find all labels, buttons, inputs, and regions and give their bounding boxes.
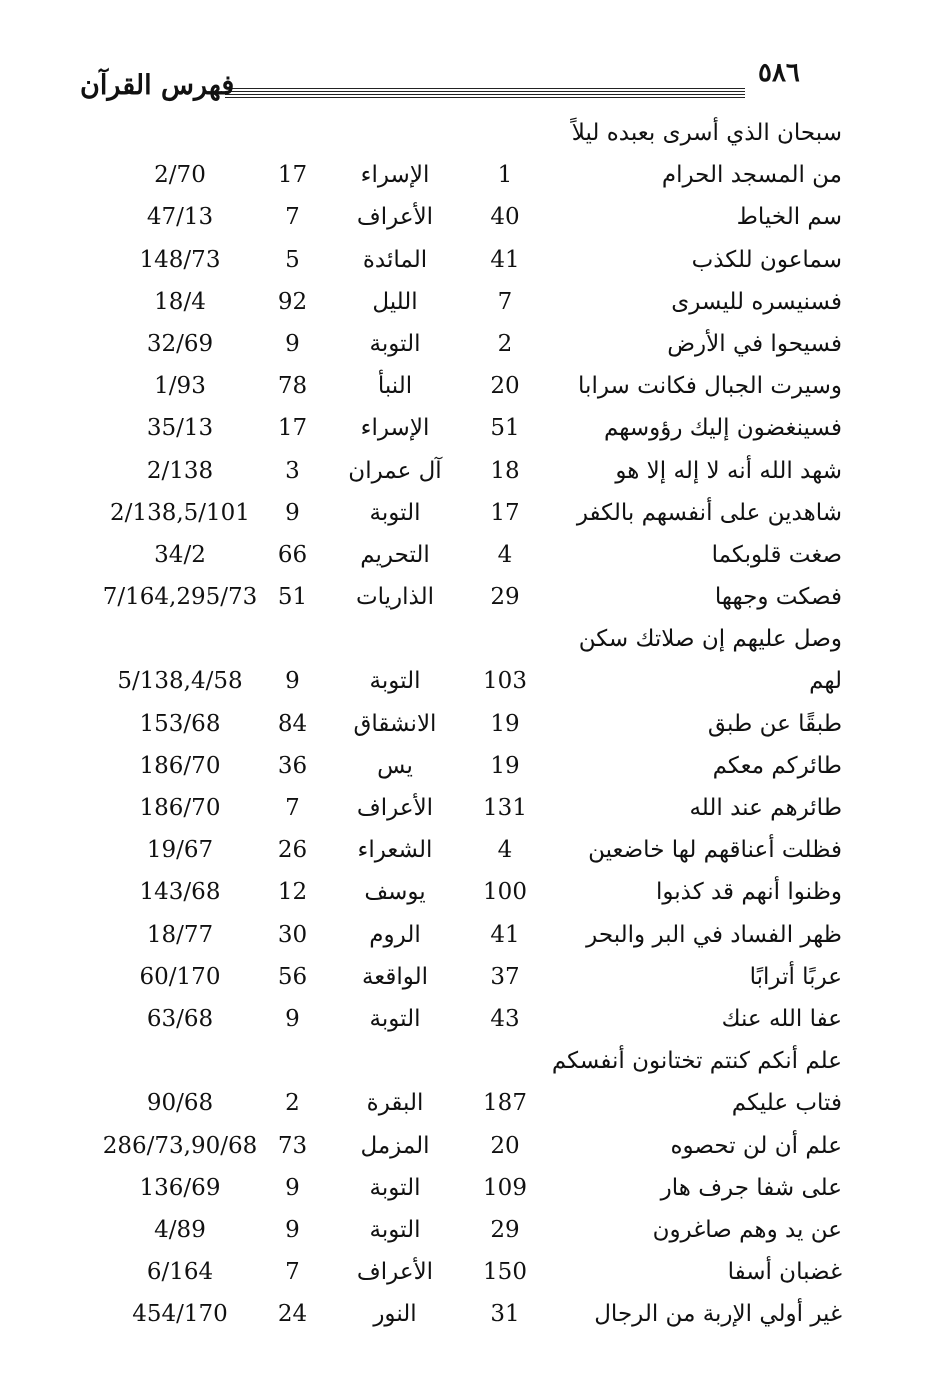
table-row — [0, 745, 950, 787]
reference-cell: 153/68 — [139, 710, 221, 737]
reference-cell: 18/77 — [146, 921, 214, 948]
phrase-cell: سماعون للكذب — [691, 246, 842, 273]
ayah-number-cell: 29 — [490, 1216, 520, 1243]
surah-number-cell: 7 — [285, 204, 300, 231]
reference-cell: 34/2 — [154, 541, 206, 568]
phrase-cell: طبقًا عن طبق — [707, 710, 842, 737]
phrase-cell: من المسجد الحرام — [661, 162, 842, 189]
surah-name-cell: الإسراء — [360, 162, 430, 189]
reference-cell: 136/69 — [139, 1174, 221, 1201]
surah-number-cell: 12 — [277, 879, 308, 906]
table-row — [0, 703, 950, 745]
reference-cell: 18/4 — [154, 288, 206, 315]
surah-number-cell: 9 — [285, 1216, 300, 1243]
table-row — [0, 1082, 950, 1124]
surah-name-cell: البقرة — [366, 1090, 424, 1117]
table-row — [0, 239, 950, 281]
table-row — [0, 1125, 950, 1167]
ayah-number-cell: 37 — [490, 963, 520, 990]
surah-name-cell — [335, 112, 455, 154]
reference-cell: 454/170 — [132, 1301, 228, 1328]
surah-name-cell: التوبة — [369, 668, 421, 695]
phrase-cell: غير أولي الإربة من الرجال — [594, 1301, 842, 1328]
surah-name-cell: الواقعة — [361, 963, 429, 990]
ayah-number-cell: 41 — [490, 246, 520, 273]
surah-number-cell: 9 — [285, 1005, 300, 1032]
ayah-number-cell: 150 — [483, 1259, 527, 1286]
ayah-number-cell: 43 — [490, 1005, 520, 1032]
surah-name-cell: التوبة — [369, 330, 421, 357]
reference-cell: 143/68 — [139, 879, 221, 906]
ayah-number-cell: 2 — [497, 330, 513, 357]
ayah-number-cell: 187 — [483, 1090, 527, 1117]
ayah-number-cell — [450, 618, 560, 660]
phrase-cell: علم أن لن تحصوه — [670, 1132, 842, 1159]
table-row — [0, 323, 950, 365]
surah-name-cell — [335, 1040, 455, 1082]
phrase-cell: شاهدين على أنفسهم بالكفر — [576, 499, 842, 526]
surah-name-cell: يس — [377, 752, 413, 779]
phrase-cell: عفا الله عنك — [721, 1005, 842, 1032]
ayah-number-cell: 131 — [483, 795, 527, 821]
table-row — [0, 956, 950, 998]
reference-cell: 60/170 — [139, 963, 221, 990]
ayah-number-cell: 4 — [497, 541, 513, 568]
ayah-number-cell: 7 — [497, 288, 513, 315]
surah-number-cell: 56 — [277, 963, 308, 990]
phrase-cell: وصل عليهم إن صلاتك سكن — [578, 626, 842, 653]
table-row — [0, 1209, 950, 1251]
surah-name-cell: النبأ — [377, 373, 413, 400]
surah-name-cell: الشعراء — [357, 837, 433, 864]
phrase-cell: وظنوا أنهم قد كذبوا — [655, 879, 842, 906]
reference-cell: 35/13 — [146, 415, 214, 442]
reference-cell — [60, 112, 300, 154]
ayah-number-cell — [450, 112, 560, 154]
phrase-cell: سم الخياط — [736, 204, 842, 231]
reference-cell: 2/70 — [154, 162, 206, 189]
table-row — [0, 660, 950, 702]
ayah-number-cell: 109 — [483, 1174, 527, 1201]
surah-name-cell: النور — [373, 1301, 417, 1328]
phrase-cell: صغت قلوبكما — [711, 541, 842, 568]
table-row — [0, 281, 950, 323]
surah-number-cell: 9 — [285, 1174, 300, 1201]
phrase-cell: غضبان أسفا — [727, 1259, 842, 1286]
surah-number-cell: 5 — [285, 246, 300, 273]
surah-name-cell: يوسف — [364, 879, 426, 906]
table-row — [0, 1251, 950, 1293]
surah-number-cell: 66 — [277, 541, 308, 568]
phrase-cell: فصكت وجهها — [714, 584, 842, 611]
table-row — [0, 196, 950, 238]
surah-name-cell: الانشقاق — [353, 710, 437, 737]
surah-name-cell: التوبة — [369, 1174, 421, 1201]
header-rule — [225, 88, 745, 100]
reference-cell: 148/73 — [139, 246, 221, 273]
reference-cell: 32/69 — [146, 330, 214, 357]
phrase-cell: لهم — [809, 668, 842, 695]
phrase-cell: عن يد وهم صاغرون — [652, 1216, 842, 1243]
reference-cell: 2/138 — [146, 457, 214, 484]
reference-cell — [60, 618, 300, 660]
ayah-number-cell: 18 — [490, 457, 520, 484]
phrase-cell: سبحان الذي أسرى بعبده ليلاً — [571, 120, 842, 146]
surah-name-cell: الأعراف — [356, 1259, 434, 1286]
ayah-number-cell: 20 — [490, 1132, 520, 1159]
surah-number-cell: 9 — [285, 330, 300, 357]
reference-cell: 63/68 — [146, 1005, 214, 1032]
table-row — [0, 450, 950, 492]
surah-name-cell: الأعراف — [356, 204, 434, 231]
reference-cell — [60, 1040, 300, 1082]
page-title: فهرس القرآن — [80, 70, 235, 101]
reference-cell: 19/67 — [146, 837, 214, 864]
reference-cell: 7/164,295/73 — [102, 584, 258, 611]
surah-name-cell: التوبة — [369, 499, 421, 526]
reference-cell: 186/70 — [139, 795, 221, 821]
surah-number-cell: 7 — [285, 795, 300, 821]
surah-number-cell: 17 — [277, 162, 308, 189]
phrase-cell: فسيحوا في الأرض — [667, 330, 842, 357]
surah-number-cell: 36 — [277, 752, 308, 779]
ayah-number-cell: 20 — [490, 373, 520, 400]
table-row — [0, 365, 950, 407]
ayah-number-cell: 100 — [483, 879, 527, 906]
table-row — [0, 492, 950, 534]
phrase-cell: شهد الله أنه لا إله إلا هو — [615, 457, 842, 484]
surah-number-cell: 7 — [285, 1259, 300, 1286]
surah-number-cell: 24 — [277, 1301, 308, 1328]
table-row — [0, 154, 950, 196]
surah-number-cell: 84 — [277, 710, 308, 737]
reference-cell: 4/89 — [154, 1216, 206, 1243]
table-row — [0, 871, 950, 913]
surah-number-cell: 17 — [277, 415, 308, 442]
surah-name-cell: الأعراف — [356, 795, 434, 821]
surah-name-cell: الروم — [369, 921, 421, 948]
reference-cell: 186/70 — [139, 752, 221, 779]
ayah-number-cell: 19 — [490, 710, 520, 737]
surah-name-cell: التوبة — [369, 1005, 421, 1032]
surah-number-cell: 9 — [285, 499, 300, 526]
reference-cell: 90/68 — [146, 1090, 214, 1117]
reference-cell: 47/13 — [146, 204, 214, 231]
ayah-number-cell: 41 — [490, 921, 520, 948]
table-row — [0, 1293, 950, 1335]
phrase-cell: طائركم معكم — [712, 752, 842, 779]
surah-name-cell: التوبة — [369, 1216, 421, 1243]
phrase-cell: فسينغضون إليك رؤوسهم — [603, 415, 842, 442]
surah-number-cell: 51 — [277, 584, 308, 611]
phrase-cell: فظلت أعناقهم لها خاضعين — [588, 837, 842, 864]
surah-number-cell: 3 — [285, 457, 300, 484]
phrase-cell: ظهر الفساد في البر والبحر — [586, 921, 842, 948]
reference-cell: 6/164 — [146, 1259, 214, 1286]
surah-name-cell: الذاريات — [355, 584, 435, 611]
surah-name-cell — [335, 618, 455, 660]
phrase-cell: فسنيسره لليسرى — [671, 288, 842, 315]
table-row — [0, 407, 950, 449]
surah-name-cell: التحريم — [360, 541, 430, 568]
surah-name-cell: آل عمران — [348, 457, 442, 484]
surah-number-cell: 78 — [277, 373, 308, 400]
index-table — [0, 112, 950, 1335]
phrase-cell: على شفا جرف هار — [660, 1174, 842, 1201]
table-row — [0, 787, 950, 829]
phrase-cell: علم أنكم كنتم تختانون أنفسكم — [551, 1048, 842, 1075]
reference-cell: 2/138,5/101 — [110, 499, 250, 526]
surah-number-cell: 2 — [285, 1090, 300, 1117]
surah-number-cell: 30 — [277, 921, 308, 948]
reference-cell: 286/73,90/68 — [102, 1132, 258, 1159]
table-row — [0, 1040, 950, 1082]
table-row — [0, 534, 950, 576]
ayah-number-cell: 40 — [490, 204, 520, 231]
surah-number-cell: 73 — [277, 1132, 308, 1159]
ayah-number-cell — [450, 1040, 560, 1082]
table-row — [0, 112, 950, 154]
phrase-cell: فتاب عليكم — [731, 1090, 842, 1117]
ayah-number-cell: 1 — [497, 162, 513, 189]
surah-number-cell: 92 — [277, 288, 308, 315]
surah-name-cell: الإسراء — [360, 415, 430, 442]
ayah-number-cell: 17 — [490, 499, 520, 526]
ayah-number-cell: 19 — [490, 752, 520, 779]
ayah-number-cell: 31 — [490, 1301, 520, 1328]
surah-name-cell: الليل — [372, 288, 418, 315]
table-row — [0, 914, 950, 956]
phrase-cell: عربًا أترابًا — [749, 963, 842, 990]
ayah-number-cell: 103 — [483, 668, 527, 695]
table-row — [0, 618, 950, 660]
phrase-cell: طائرهم عند الله — [689, 795, 842, 821]
table-row — [0, 829, 950, 871]
surah-name-cell: المزمل — [360, 1132, 430, 1159]
ayah-number-cell: 29 — [490, 584, 520, 611]
surah-number-cell: 26 — [277, 837, 308, 864]
reference-cell: 5/138,4/58 — [117, 668, 243, 695]
ayah-number-cell: 51 — [490, 415, 520, 442]
surah-name-cell: المائدة — [362, 246, 428, 273]
phrase-cell: وسيرت الجبال فكانت سرابا — [578, 373, 842, 400]
table-row — [0, 576, 950, 618]
surah-number-cell: 9 — [285, 668, 300, 695]
table-row — [0, 998, 950, 1040]
table-row — [0, 1167, 950, 1209]
ayah-number-cell: 4 — [497, 837, 513, 864]
reference-cell: 1/93 — [154, 373, 206, 400]
page-number: ٥٨٦ — [758, 58, 800, 88]
